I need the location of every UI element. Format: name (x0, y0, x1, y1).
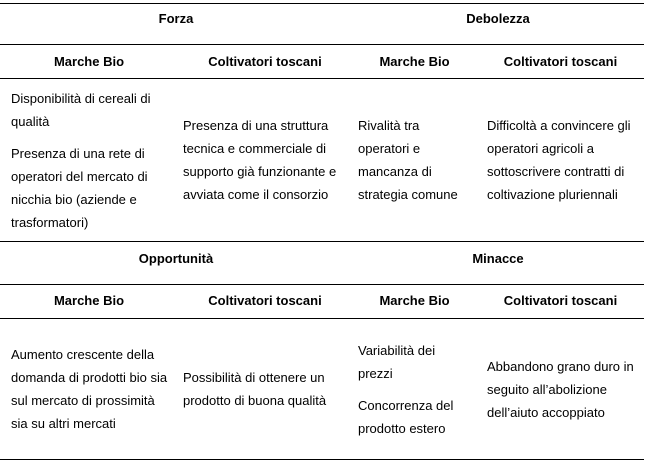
weaknesses-toscani-cell (487, 79, 642, 241)
table-bottom-rule (0, 459, 644, 460)
column-header: Marche Bio (53, 54, 125, 69)
column-header: Coltivatori toscani (503, 293, 618, 308)
column-header: Coltivatori toscani (503, 54, 618, 69)
opportunities-heading: Opportunità (138, 251, 214, 266)
cell-text: Presenza di una rete di operatori del mercato di nicchia bio (aziende e trasformatori) (11, 145, 148, 230)
column-header: Coltivatori toscani (208, 54, 322, 69)
table-top-rule (0, 3, 644, 4)
threats-heading: Minacce (472, 251, 524, 266)
cell-text: Difficoltà a convincere gli operatori agricoli a sottoscrivere contratti di coltivazione pluriennali (487, 118, 631, 202)
cell-text: Abbandono grano duro in seguito all’abolizione dell’aiuto accoppiato (487, 358, 634, 420)
cell-text: Disponibilità di cereali di qualità (11, 90, 151, 129)
threats-marche-cell (358, 319, 470, 459)
column-header: Marche Bio (53, 293, 125, 308)
cell-text: Rivalità tra operatori e mancanza di strategia comune (358, 118, 458, 202)
section-divider (0, 44, 644, 45)
cell-text: Possibilità di ottenere un prodotto di buona qualità (183, 370, 327, 408)
weaknesses-marche-cell (358, 79, 470, 241)
strengths-toscani-cell (183, 79, 349, 241)
weaknesses-heading: Debolezza (466, 11, 530, 26)
section-divider (0, 241, 644, 242)
opportunities-marche-cell (11, 319, 171, 459)
threats-toscani-cell (487, 319, 642, 459)
column-header: Marche Bio (379, 54, 450, 69)
strengths-marche-cell (11, 79, 171, 241)
cell-text: Concorrenza del prodotto estero (358, 397, 454, 436)
cell-text: Variabilità dei prezzi (358, 342, 436, 381)
section-divider (0, 284, 644, 285)
cell-text: Aumento crescente della domanda di prodotti bio sia sul mercato di prossimità sia su altri mercati (11, 347, 168, 431)
strengths-heading: Forza (158, 11, 194, 26)
column-header: Coltivatori toscani (208, 293, 322, 308)
opportunities-toscani-cell (183, 319, 349, 459)
column-header: Marche Bio (379, 293, 450, 308)
cell-text: Presenza di una struttura tecnica e commerciale di supporto già funzionante e avviata come il consorzio (183, 118, 337, 202)
